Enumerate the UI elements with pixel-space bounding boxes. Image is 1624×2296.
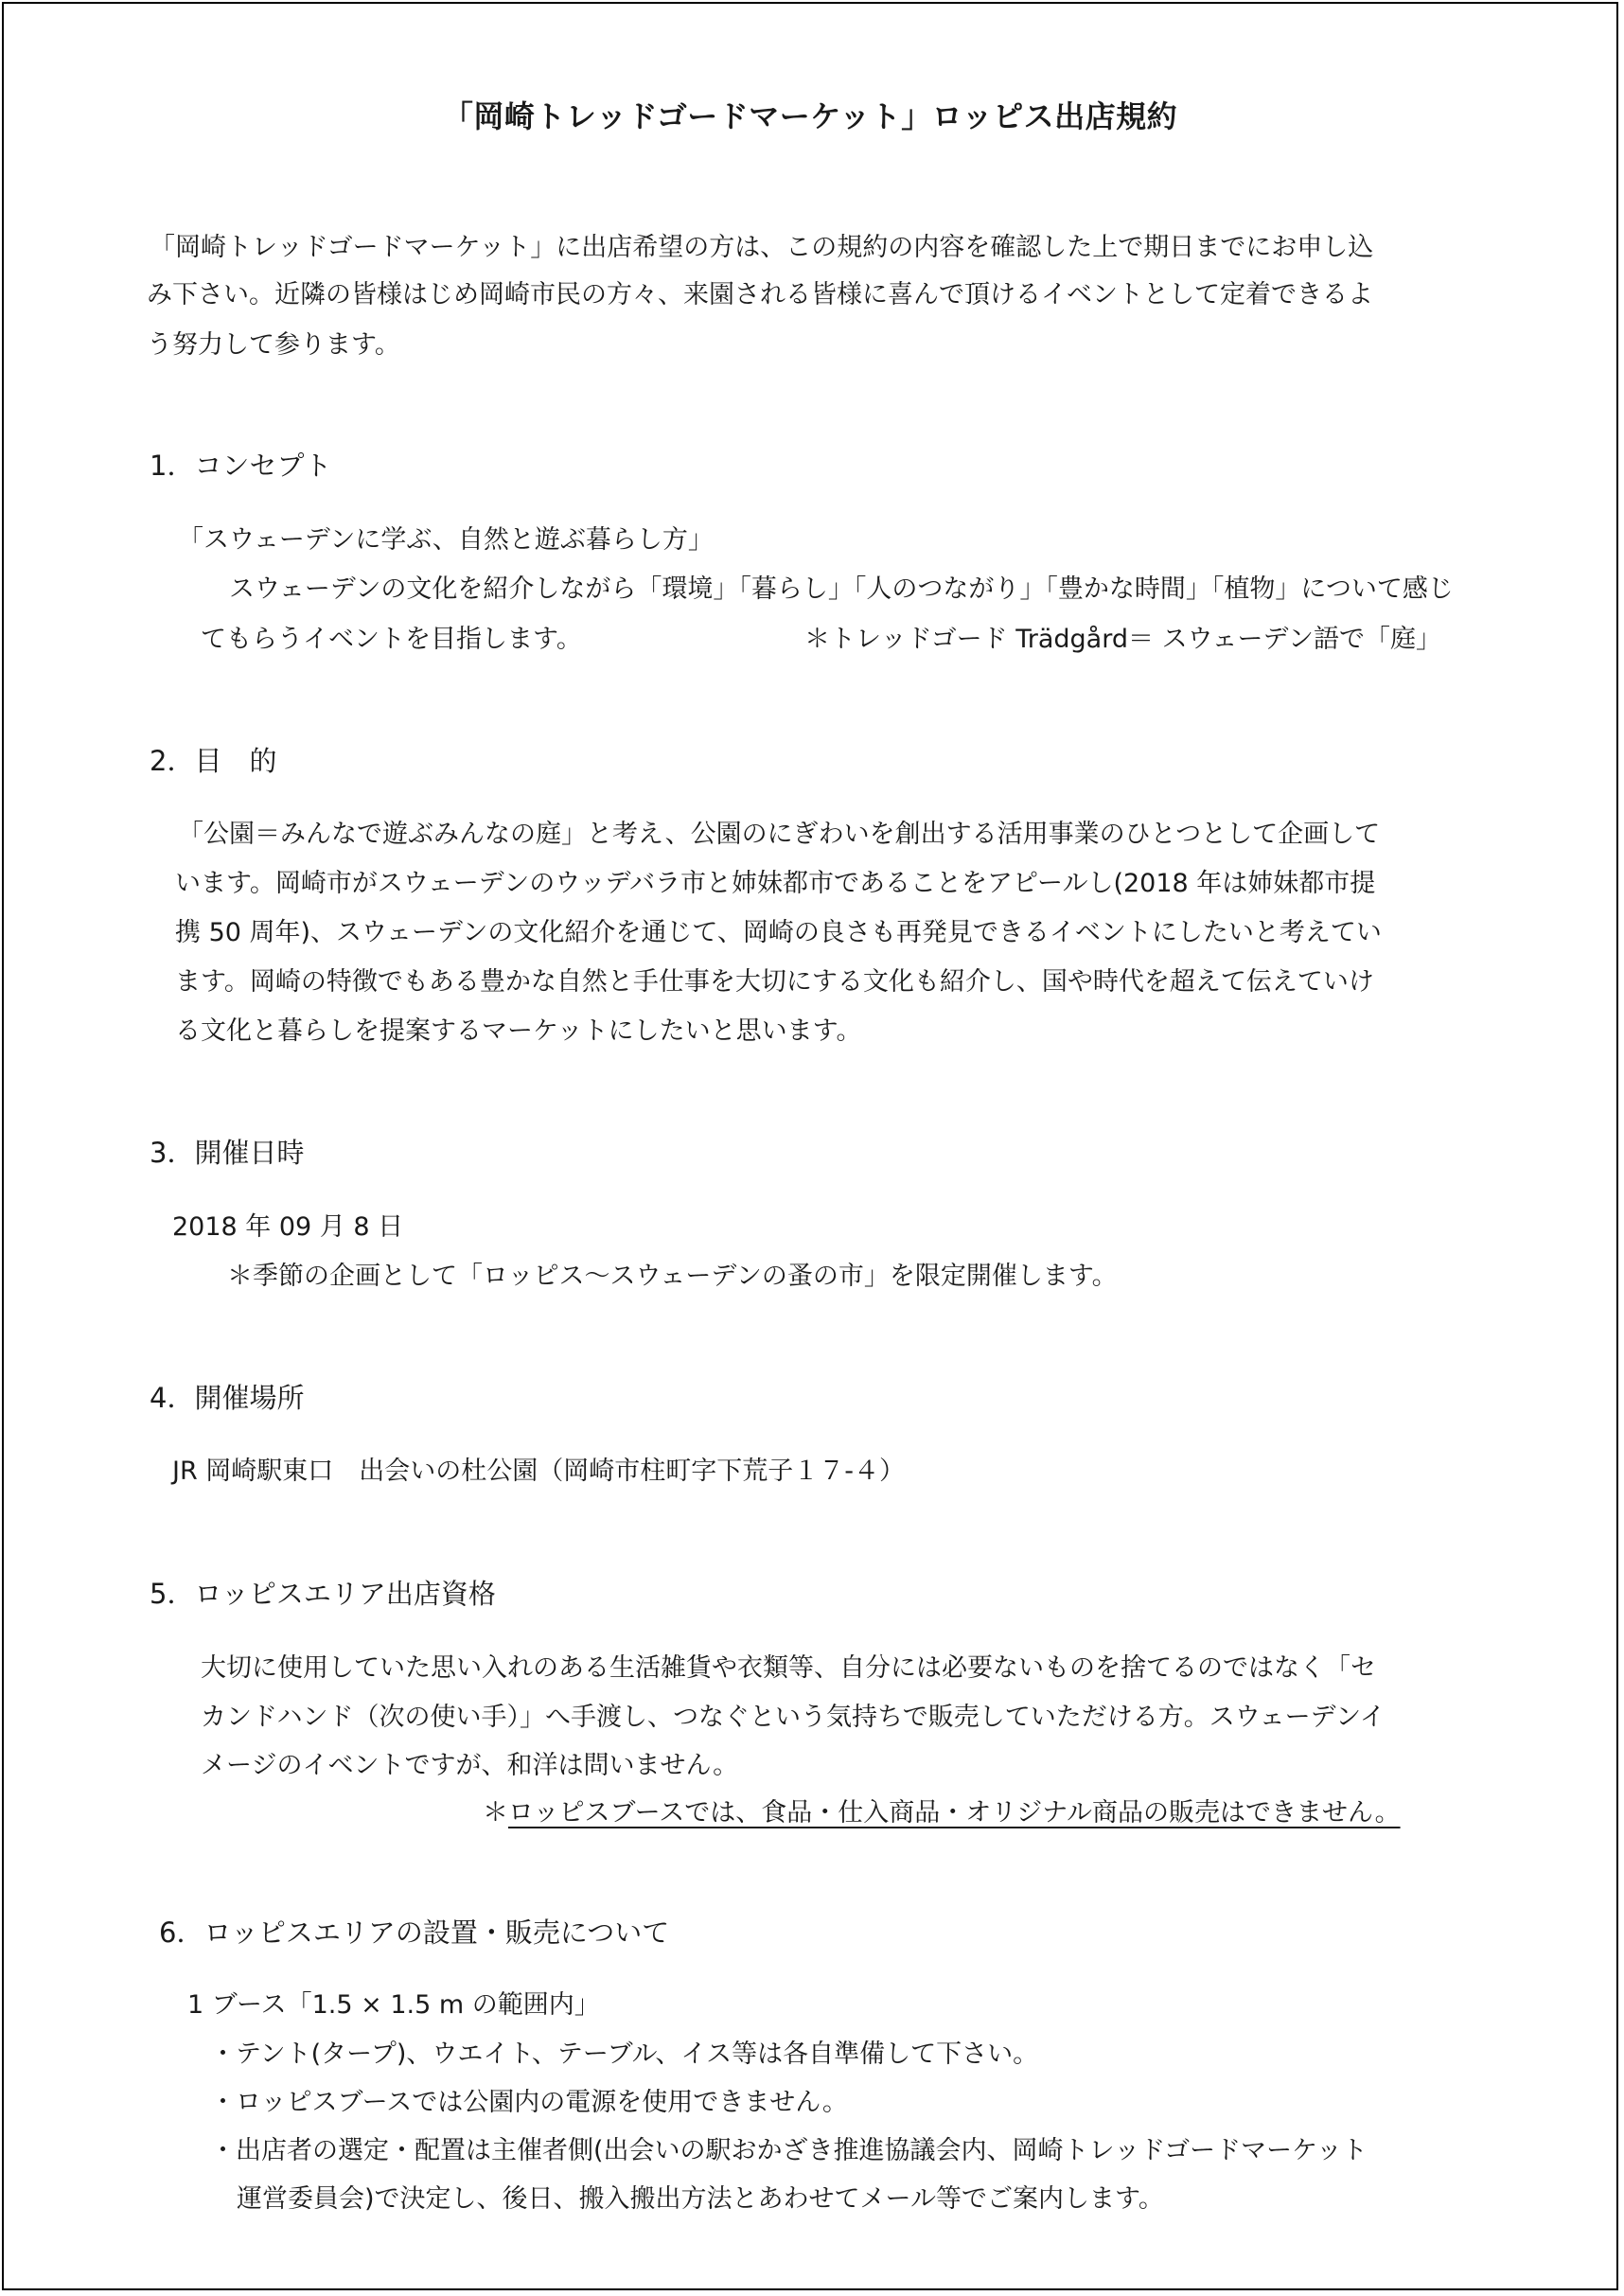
date-note: ＊季節の企画として「ロッピス〜スウェーデンの蚤の市」を限定開催します。	[227, 1262, 1118, 1291]
note-asterisk: ＊	[483, 1798, 508, 1828]
section-heading-place: 4．開催場所	[150, 1382, 305, 1414]
event-date: 2018 年 09 月 8 日	[172, 1212, 404, 1242]
qualification-line-1: 大切に使用していた思い入れのある生活雑貨や衣類等、自分には必要ないものを捨てるのではなく「セ	[201, 1653, 1376, 1683]
qualification-line-3: メージのイベントですが、和洋は問いません。	[201, 1751, 739, 1780]
section-heading-setup: 6．ロッピスエリアの設置・販売について	[159, 1916, 670, 1949]
booth-size: 1 ブース「1.5 × 1.5 m の範囲内」	[187, 1990, 600, 2020]
section-heading-concept: 1．コンセプト	[150, 450, 332, 482]
concept-slogan: 「スウェーデンに学ぶ、自然と遊ぶ暮らし方」	[178, 525, 714, 555]
section-heading-date: 3．開催日時	[150, 1137, 305, 1169]
intro-line-2: み下さい。近隣の皆様はじめ岡崎市民の方々、来園される皆様に喜んで頂けるイベントとして定着できるよ	[147, 280, 1373, 309]
concept-note: ＊トレッドゴード Trädgård＝ スウェーデン語で「庭」	[804, 625, 1441, 654]
intro-line-3: う努力して参ります。	[147, 330, 400, 360]
qualification-note-text: ロッピスブースでは、食品・仕入商品・オリジナル商品の販売はできません。	[508, 1798, 1401, 1828]
setup-bullet-1: ・テント(タープ)、ウエイト、テーブル、イス等は各自準備して下さい。	[210, 2040, 1039, 2069]
section-heading-qualification: 5．ロッピスエリア出店資格	[150, 1578, 496, 1610]
setup-bullet-3: ・出店者の選定・配置は主催者側(出会いの駅おかざき推進協議会内、岡崎トレッドゴードマーケット	[210, 2136, 1368, 2165]
purpose-line-5: る文化と暮らしを提案するマーケットにしたいと思います。	[175, 1016, 862, 1046]
purpose-line-4: ます。岡崎の特徴でもある豊かな自然と手仕事を大切にする文化も紹介し、国や時代を超えて伝えていけ	[175, 967, 1374, 997]
setup-bullet-3-continued: 運営委員会)で決定し、後日、搬入搬出方法とあわせてメール等でご案内します。	[237, 2184, 1164, 2214]
page-title: 「岡崎トレッドゴードマーケット」ロッピス出店規約	[442, 98, 1178, 134]
purpose-line-2: います。岡崎市がスウェーデンのウッデバラ市と姉妹都市であることをアピールし(2018 年は姉妹都市提	[175, 869, 1376, 898]
purpose-line-3: 携 50 周年)、スウェーデンの文化紹介を通じて、岡崎の良さも再発見できるイベントにしたいと考えてい	[175, 918, 1382, 947]
qualification-note	[483, 1800, 1401, 1826]
event-place: JR 岡崎駅東口 出会いの杜公園（岡崎市柱町字下荒子１７-４）	[172, 1457, 906, 1486]
intro-line-1: 「岡崎トレッドゴードマーケット」に出店希望の方は、この規約の内容を確認した上で期日までにお申し込	[150, 233, 1374, 262]
purpose-line-1: 「公園＝みんなで遊ぶみんなの庭」と考え、公園のにぎわいを創出する活用事業のひとつとして企画して	[178, 820, 1381, 849]
setup-bullet-2: ・ロッピスブースでは公園内の電源を使用できません。	[210, 2088, 848, 2117]
concept-text-1: スウェーデンの文化を紹介しながら「環境」「暮らし」「人のつながり」「豊かな時間」「植物」について感じ	[229, 574, 1454, 604]
concept-text-2: てもらうイベントを目指します。	[201, 625, 582, 654]
qualification-line-2: カンドハンド（次の使い手）」へ手渡し、つなぐという気持ちで販売していただける方。スウェーデンイ	[201, 1703, 1386, 1732]
section-heading-purpose: 2．目 的	[150, 745, 277, 777]
